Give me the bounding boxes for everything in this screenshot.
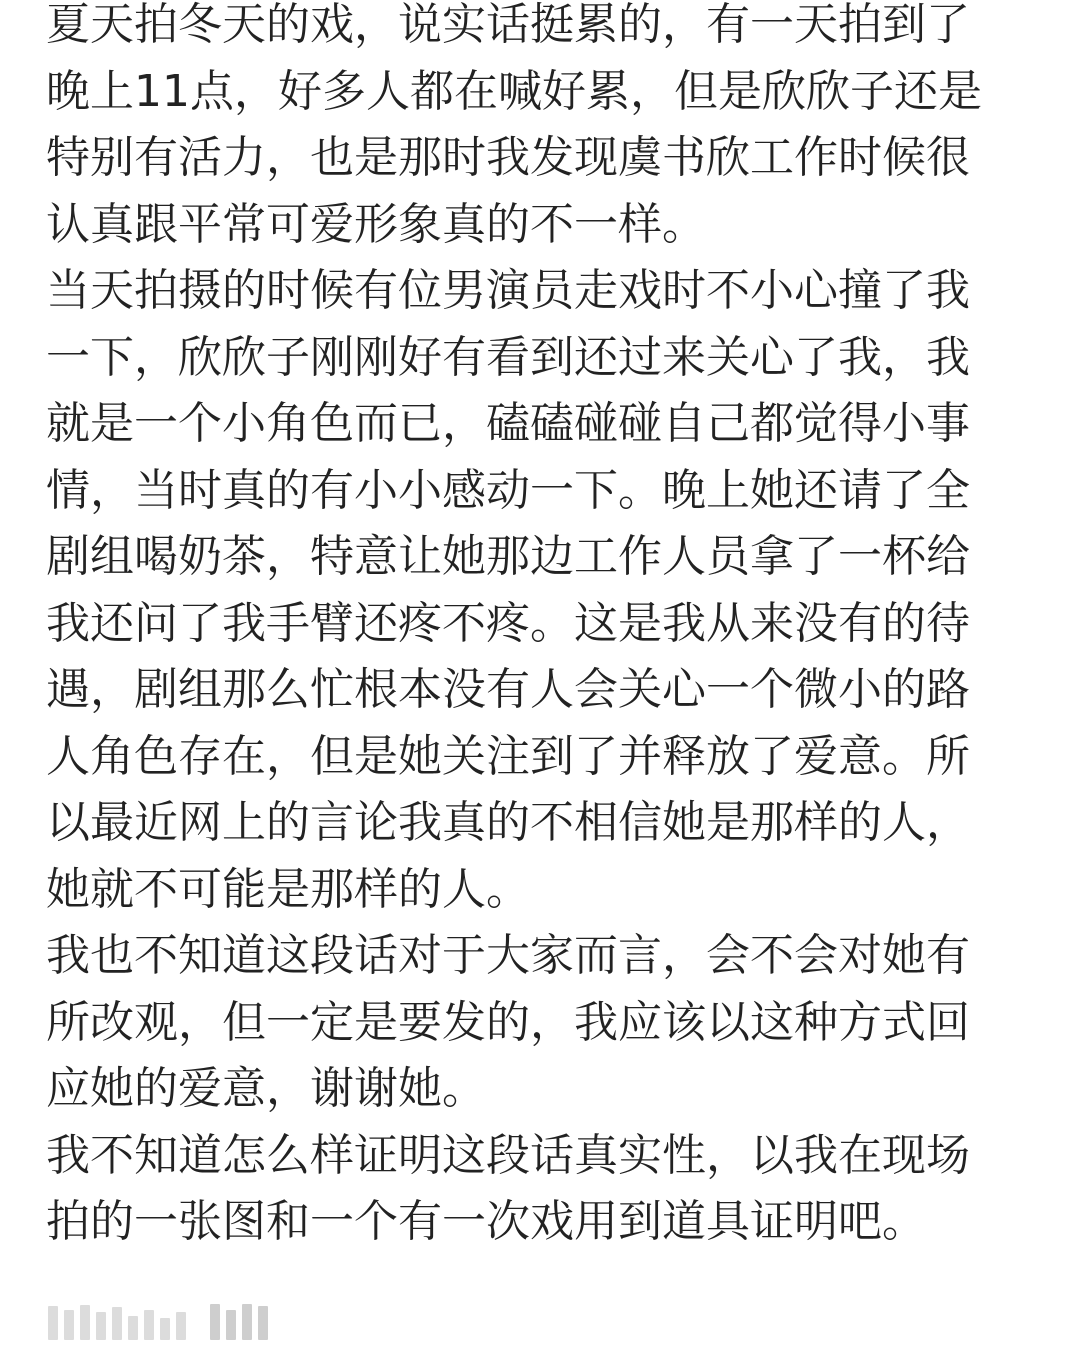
text-line-14: 她就不可能是那样的人。 [46, 863, 530, 915]
watermark-bar [242, 1304, 252, 1340]
text-line-5: 当天拍摄的时候有位男演员走戏时不小心撞了我 [46, 265, 970, 316]
watermark-bar [210, 1304, 220, 1340]
text-line-19: 拍的一张图和一个有一次戏用到道具证明吧。 [46, 1196, 926, 1247]
text-line-1: 夏天拍冬天的戏，说实话挺累的，有一天拍到了 [46, 0, 970, 50]
watermark-bar [112, 1307, 122, 1340]
text-line-16: 所改观，但一定是要发的，我应该以这种方式回 [46, 996, 970, 1048]
watermark-bar [176, 1312, 186, 1340]
watermark-bar [96, 1312, 106, 1340]
text-line-9: 剧组喝奶茶，特意让她那边工作人员拿了一杯给 [46, 531, 970, 582]
text-line-8: 情，当时真的有小小感动一下。晚上她还请了全 [46, 464, 970, 516]
text-line-12: 人角色存在，但是她关注到了并释放了爱意。所 [46, 730, 970, 782]
watermark-bar [80, 1305, 90, 1340]
watermark-bar [144, 1310, 154, 1340]
text-line-11: 遇，剧组那么忙根本没有人会关心一个微小的路 [46, 664, 970, 715]
text-line-4: 认真跟平常可爱形象真的不一样。 [46, 198, 706, 250]
text-line-7: 就是一个小角色而已，磕磕碰碰自己都觉得小事 [46, 398, 970, 449]
text-line-2: 晚上11点，好多人都在喊好累，但是欣欣子还是 [46, 65, 982, 117]
watermark-bar [128, 1316, 138, 1340]
text-line-18: 我不知道怎么样证明这段话真实性，以我在现场 [46, 1129, 970, 1181]
text-line-17: 应她的爱意，谢谢她。 [46, 1063, 486, 1114]
text-line-6: 一下，欣欣子刚刚好有看到还过来关心了我，我 [46, 331, 970, 383]
watermark-bar [226, 1310, 236, 1340]
watermark-bar [48, 1306, 58, 1340]
watermark-bar [64, 1310, 74, 1340]
text-line-15: 我也不知道这段话对于大家而言，会不会对她有 [46, 930, 970, 981]
faded-watermark-bars-icon [48, 1304, 274, 1340]
text-line-10: 我还问了我手臂还疼不疼。这是我从来没有的待 [46, 597, 970, 649]
watermark-bar [160, 1318, 170, 1340]
post-text-body [46, 0, 1011, 1256]
watermark-bar [258, 1306, 268, 1340]
text-line-13: 以最近网上的言论我真的不相信她是那样的人， [46, 797, 970, 848]
text-line-3: 特别有活力，也是那时我发现虞书欣工作时候很 [46, 132, 970, 183]
